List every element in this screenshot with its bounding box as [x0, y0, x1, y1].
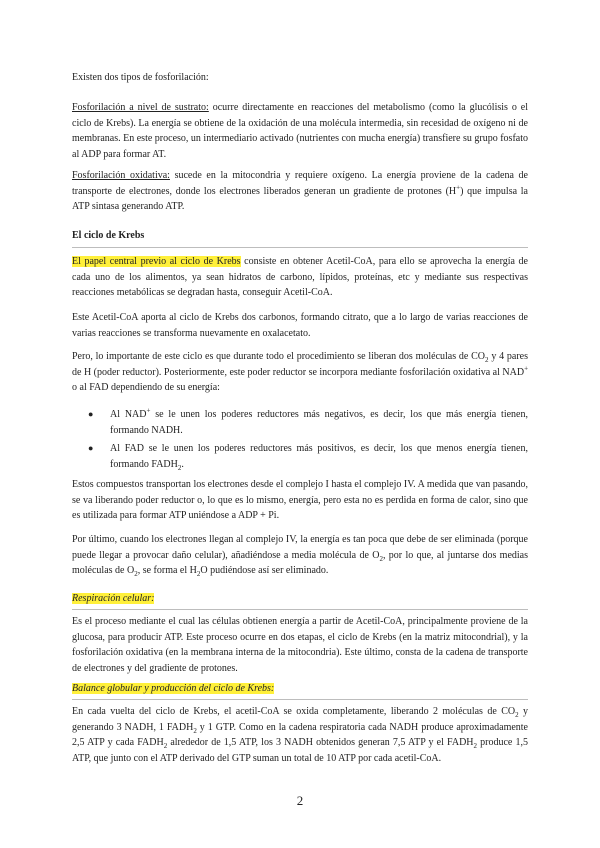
- bullet1-text-b: se le unen los poderes reductores más negativos, es decir, los que más energía tienen, formando NADH.: [110, 409, 528, 436]
- ultimo-sub2: 2: [134, 570, 138, 578]
- balance-text-c: y 1 GTP. Como en la cadena respiratoria cada NADH produce aproximadamente 2,5 ATP y cada FADH: [72, 721, 528, 748]
- balance-sub4: 2: [473, 742, 478, 750]
- ultimo-paragraph: [72, 532, 528, 579]
- ultimo-text-b: , por lo que, al juntarse dos medias moléculas de O: [72, 549, 528, 576]
- bullet-dot-icon: ●: [88, 443, 94, 453]
- ultimo-text-d: O pudiéndose así ser eliminado.: [200, 565, 329, 576]
- bullet-dot-icon: ●: [88, 409, 94, 419]
- pero-text-b: y 4 pares de H (poder reductor). Posteriormente, este poder reductor se incorpora mediante fosforilación oxidativa al NAD: [72, 351, 528, 378]
- pero-text-a: Pero, lo importante de este ciclo es que durante todo el procedimiento se liberan dos moléculas de CO: [72, 351, 486, 362]
- oxidative-text-a: sucede en la mitocondria y requiere oxígeno. La energía proviene de la cadena de transporte de electrones, donde los electrones liberados generan un gradiente de protones (H: [72, 170, 528, 197]
- substrate-phosphorylation-paragraph: [72, 100, 528, 162]
- pero-paragraph: [72, 349, 528, 396]
- bullet2-sub: 2: [177, 463, 182, 472]
- oxidative-phosphorylation-paragraph: [72, 168, 528, 215]
- oxidative-sup: +: [456, 183, 461, 192]
- substrate-term: Fosforilación a nivel de sustrato:: [72, 102, 209, 113]
- respiration-paragraph: Es el proceso mediante el cual las células obtienen energía a partir de Acetil-CoA, principalmente proviene de la glucosa, para producir ATP. Este proceso ocurre en dos etapas, el ciclo de Krebs (en la matriz mitocondrial), y la fosforilación oxidativa (en la membrana interna de la mitocondria). Este último, consta de la cadena de transporte de electrones y del gradiente de protones.: [72, 616, 528, 674]
- balance-text-b: y generando 3 NADH, 1 FADH: [72, 706, 528, 733]
- respiration-title: Respiración celular:: [72, 593, 155, 604]
- ultimo-sub1: 2: [379, 554, 383, 563]
- intro-paragraph: Existen dos tipos de fosforilación:: [72, 72, 209, 83]
- balance-heading: [72, 681, 528, 697]
- bullet1-sup: +: [146, 406, 151, 415]
- balance-divider: [72, 699, 528, 700]
- bullet2-text-a: Al FAD se le unen los poderes reductores más positivos, es decir, los que menos energía tienen, formando FADH: [110, 443, 528, 470]
- balance-paragraph: [72, 704, 528, 766]
- section-title: El ciclo de Krebs: [72, 230, 145, 241]
- oxidative-text-b: ) que impulsa la ATP sintasa generando ATP.: [72, 185, 529, 212]
- balance-title: Balance globular y producción del ciclo de Krebs:: [72, 683, 275, 694]
- bullet1-text-a: Al NAD: [110, 409, 147, 420]
- acetil-paragraph: Este Acetil-CoA aporta al ciclo de Krebs dos carbonos, formando citrato, que a lo largo de varias reacciones de varias reacciones se transforma nuevamente en oxalacetato.: [72, 312, 528, 339]
- ultimo-text-c: , se forma el H: [137, 565, 197, 576]
- bullet-list: [72, 407, 528, 475]
- substrate-text: ocurre directamente en reacciones del metabolismo (como la glucólisis o el ciclo de Krebs). La energía se obtiene de la oxidación de una molécula intermedia, sin recesidad de oxígeno ni de membranas. En este proceso, un intermediario activado (nutrientes con mucha energía) transfiere su grupo fosfato al ADP para formar AT.: [72, 102, 528, 160]
- papel-text: consiste en obtener Acetil-CoA, para ello se aprovecha la energía de cada uno de los alimentos, ya sean hidratos de carbono, lípidos, proteínas, etc y mediante sus respectivas reacciones metabólicas se degradan hasta, conseguir Acetil-CoA.: [72, 256, 528, 298]
- pero-sup: +: [524, 364, 529, 373]
- balance-text-a: En cada vuelta del ciclo de Krebs, el acetil-CoA se oxida completamente, liberando 2 moléculas de CO: [72, 706, 516, 717]
- balance-text-d: alrededor de 1,5 ATP, los 3 NADH obtenidos generan 7,5 ATP y el FADH: [167, 737, 474, 748]
- oxidative-term: Fosforilación oxidativa:: [72, 170, 170, 181]
- bullet-item-nad: [72, 407, 528, 438]
- balance-sub3: 2: [163, 742, 168, 750]
- page-number: 2: [296, 793, 304, 808]
- respiration-divider: [72, 609, 528, 610]
- pero-text-c: o al FAD dependiendo de su energía:: [72, 382, 220, 393]
- ultimo-text-a: Por último, cuando los electrones llegan al complejo IV, la energía es tan poca que debe de ser eliminada (porque puede llegar a provocar daño celular), añadiéndose a media molécula de O: [72, 534, 528, 561]
- bullet-item-fad: [72, 441, 528, 472]
- balance-sub1: 2: [515, 711, 519, 719]
- pero-sub: 2: [485, 356, 489, 364]
- section-divider: [72, 247, 528, 248]
- papel-highlight: El papel central previo al ciclo de Krebs: [72, 256, 241, 267]
- compuestos-paragraph: Estos compuestos transportan los electrones desde el complejo I hasta el complejo IV. A medida que van pasando, se va liberando poder reductor o, lo que es lo mismo, energía, pero esta no es perdida en forma de calor, sino que es utilizada para formar ATP uniéndose a ADP + Pi.: [72, 479, 528, 521]
- balance-text-e: produce 1,5 ATP, que junto con el ATP derivado del GTP suman un total de 10 ATP por cada acetil-CoA.: [72, 737, 529, 764]
- bullet2-text-b: .: [181, 458, 184, 470]
- papel-paragraph: [72, 254, 528, 301]
- balance-sub2: 2: [193, 726, 197, 735]
- respiration-heading: [72, 591, 528, 607]
- ultimo-sub3: 2: [196, 570, 201, 578]
